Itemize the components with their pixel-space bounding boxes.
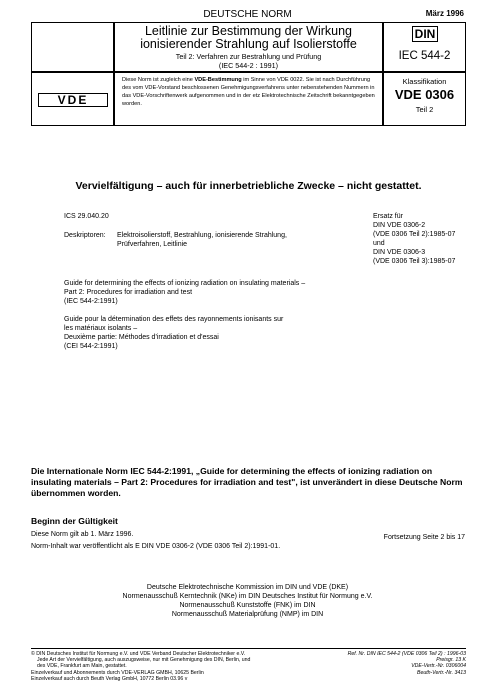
vde-logo-box: [31, 72, 114, 126]
replaces-line: (VDE 0306 Teil 2):1985-07: [373, 231, 456, 238]
committee-line: Deutsche Elektrotechnische Kommission im DIN und VDE (DKE): [146, 584, 349, 591]
replaces-line: und: [373, 240, 385, 247]
committee-list: [0, 583, 495, 619]
vde-note-text: [122, 77, 380, 109]
issue-date: März 1996: [425, 9, 464, 18]
din-number-box: [383, 22, 466, 72]
french-title: [64, 315, 364, 351]
replaces-label: Ersatz für: [373, 213, 403, 220]
footer-copyright: [31, 651, 331, 682]
validity-line-1: Diese Norm gilt ab 1. März 1996.: [31, 531, 134, 538]
reproduction-notice: Vervielfältigung – auch für innerbetriebliche Zwecke – nicht gestattet.: [75, 180, 422, 192]
classification-box: [383, 72, 466, 126]
footer-left-line: Einzelverkauf auch durch Beuth Verlag GmbH, 10772 Berlin 03.96 v: [31, 675, 188, 682]
vde-note-before: Diese Norm ist zugleich eine: [122, 77, 195, 83]
replaces-line: DIN VDE 0306-3: [373, 249, 426, 256]
document-subtitle: [115, 52, 382, 70]
english-title-line: Guide for determining the effects of ionizing radiation on insulating materials –: [64, 280, 306, 287]
ics-code: ICS 29.040.20: [64, 213, 109, 220]
english-title-line: Part 2: Procedures for irradiation and test: [64, 289, 193, 296]
document-title: [115, 25, 382, 51]
footer-right-line: Beuth-Vertr.-Nr. 3413: [416, 669, 466, 676]
vde-note-bold: VDE-Bestimmung: [194, 77, 242, 83]
replaces-line: DIN VDE 0306-2: [373, 222, 426, 229]
title-line-2: ionisierender Strahlung auf Isolierstoffe: [140, 37, 357, 51]
french-title-line: Guide pour la détermination des effets des rayonnements ionisants sur: [64, 316, 284, 323]
footer-left-line: des VDE, Frankfurt am Main, gestattet.: [37, 663, 127, 670]
footer-divider: [31, 648, 466, 649]
classification-part: Teil 2: [415, 105, 434, 114]
descriptors-text: [117, 231, 347, 249]
footer-reference: [316, 651, 466, 676]
title-box: [114, 22, 383, 72]
french-title-line: Deuxième partie: Méthodes d'irradiation et d'essai: [64, 334, 219, 341]
replaces-block: [373, 212, 473, 266]
footer-left-line: Einzelverkauf und Abonnements durch VDE-VERLAG GMBH, 10625 Berlin: [31, 669, 204, 676]
vde-note-box: [114, 72, 383, 126]
committee-line: Normenausschuß Kunststoffe (FNK) im DIN: [179, 602, 316, 609]
title-line-1: Leitlinie zur Bestimmung der Wirkung: [144, 24, 353, 38]
endorsement-paragraph: Die Internationale Norm IEC 544-2:1991, „Guide for determining the effects of ionizing radiation on insulating materials – Part 2: Procedures for irradiation and test", ist unverändert in diese Deutsche Norm übernommen worden.: [31, 466, 463, 498]
committee-line: Normenausschuß Materialprüfung (NMP) im DIN: [171, 611, 324, 618]
continuation-note: Fortsetzung Seite 2 bis 17: [383, 534, 465, 541]
english-title-line: (IEC 544-2:1991): [64, 298, 118, 305]
french-title-line: les matériaux isolants –: [64, 325, 138, 332]
vde-note-after: im Sinne von VDE 0022. Sie ist nach Durchführung des vom VDE-Vorstand beschlossenen Genehmigungsverfahrens unter nebenstehenden Nummern in das VDE-Vorschriftenwerk aufgenommen und in der etz Elektrotechnische Zeitschrift bekanntgegeben worden.: [122, 77, 375, 107]
footer-right-line: VDE-Vertr.-Nr. 0306004: [411, 663, 466, 670]
classification-value: VDE 0306: [394, 87, 455, 102]
classification-label: Klassifikation: [402, 77, 447, 86]
french-title-line: (CEI 544-2:1991): [64, 343, 118, 350]
validity-heading: Beginn der Gültigkeit: [31, 516, 118, 526]
subtitle-line-1: Teil 2: Verfahren zur Bestrahlung und Prüfung: [175, 52, 322, 61]
footer-left-line: Jede Art der Vervielfältigung, auch auszugsweise, nur mit Genehmigung des DIN, Berlin, und: [37, 657, 251, 664]
descriptors-label: Deskriptoren:: [64, 232, 106, 239]
footer-right-line: Preisgr. 13 K: [436, 657, 466, 664]
committee-line: Normenausschuß Kerntechnik (NKe) im DIN Deutsches Institut für Normung e.V.: [122, 593, 373, 600]
header-left-cell: [31, 22, 114, 72]
replaces-line: (VDE 0306 Teil 3):1985-07: [373, 258, 456, 265]
din-standard-number: IEC 544-2: [398, 50, 451, 62]
vde-logo: VDE: [38, 93, 108, 107]
validity-line-2: Norm-Inhalt war veröffentlicht als E DIN VDE 0306-2 (VDE 0306 Teil 2):1991-01.: [31, 543, 281, 550]
descriptors-line-1: Elektroisolierstoff, Bestrahlung, ionisierende Strahlung,: [117, 232, 287, 239]
din-logo: DIN: [412, 26, 438, 42]
english-title: [64, 279, 364, 306]
subtitle-line-2: (IEC 544-2 : 1991): [218, 61, 279, 70]
footer-left-line: © DIN Deutsches Institut für Normung e.V. und VDE Verband Deutscher Elektrotechniker e.V.: [31, 651, 246, 657]
descriptors-line-2: Prüfverfahren, Leitlinie: [117, 241, 188, 248]
norm-type-label: DEUTSCHE NORM: [203, 9, 292, 20]
footer-right-line: Ref. Nr. DIN IEC 544-2 (VDE 0306 Teil 2) : 1996-03: [347, 651, 466, 657]
